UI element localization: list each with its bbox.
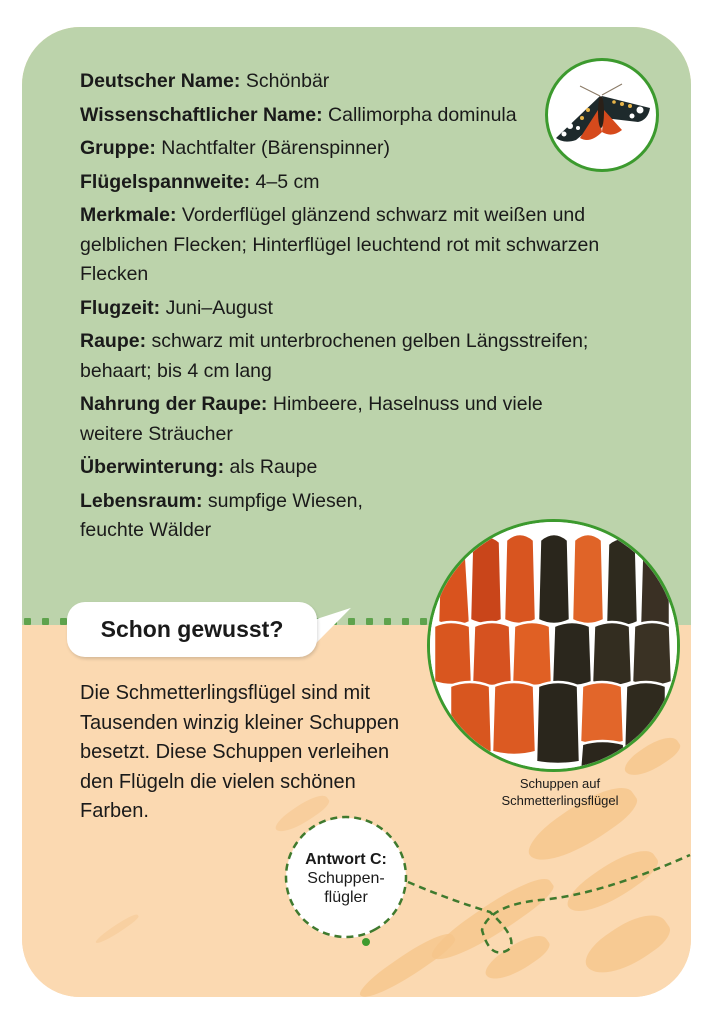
did-you-know-bubble (67, 602, 317, 657)
answer-title: Antwort C: (305, 850, 387, 868)
moth-icon (550, 80, 654, 150)
answer-badge (286, 818, 406, 938)
wing-scales-icon (430, 522, 677, 769)
fact-caterpillar: Raupe: schwarz mit unterbrochenen gelben Längsstreifen; behaart; bis 4 cm lang (80, 330, 589, 382)
fact-caterpillar-food: Nahrung der Raupe: Himbeere, Haselnuss und viele weitere Sträucher (80, 393, 543, 445)
did-you-know-heading: Schon gewusst? (100, 616, 284, 642)
answer-line-2: flügler (324, 888, 368, 906)
species-card (22, 27, 691, 997)
fact-wingspan: Flügelspannweite: 4–5 cm (80, 170, 320, 193)
fact-features: Merkmale: Vorderflügel glänzend schwarz mit weißen und gelblichen Flecken; Hinterflügel leuchtend rot mit schwarzen Flecken (80, 204, 600, 285)
moth-image (545, 58, 659, 172)
species-facts (80, 67, 620, 550)
wing-scales-image (427, 519, 680, 772)
wing-scales-caption: Schuppen auf Schmetterlingsflügel (501, 776, 619, 808)
answer-line-1: Schuppen- (307, 869, 385, 887)
fact-overwintering: Überwinterung: als Raupe (80, 456, 318, 478)
fact-german-name: Deutscher Name: Schönbär (80, 70, 330, 92)
fact-flight-time: Flugzeit: Juni–August (80, 296, 273, 319)
fact-habitat: Lebensraum: sumpfige Wiesen, feuchte Wälder (80, 489, 363, 541)
did-you-know-text: Die Schmetterlingsflügel sind mit Tausenden winzig kleiner Schuppen besetzt. Diese Schuppen verleihen den Flügeln die vielen schönen Farben. (80, 682, 400, 822)
fact-group: Gruppe: Nachtfalter (Bärenspinner) (80, 137, 390, 159)
fact-scientific-name: Wissenschaftlicher Name: Callimorpha dominula (80, 103, 517, 126)
